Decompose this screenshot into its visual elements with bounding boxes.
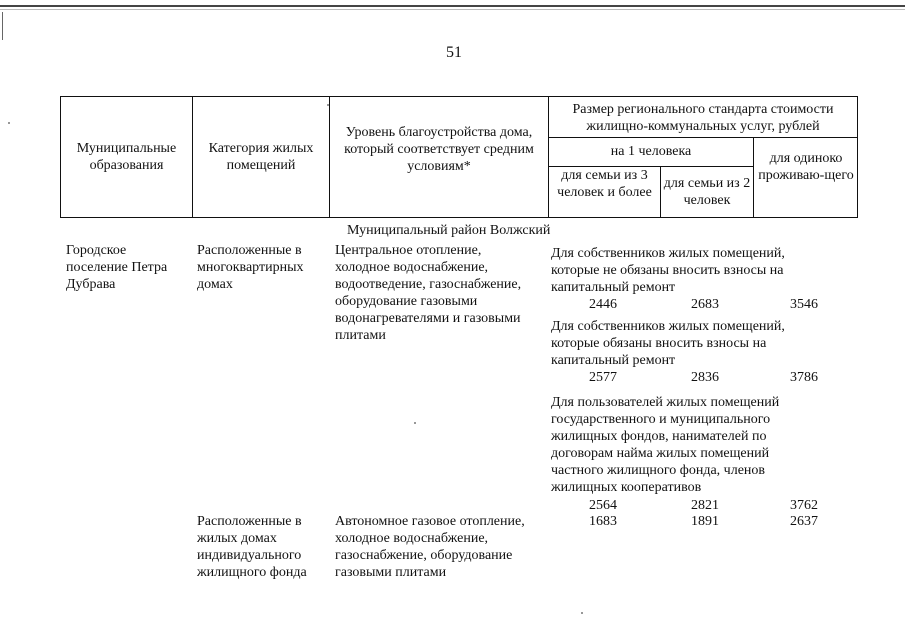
- col-border-left: [60, 96, 61, 218]
- header-top-line: [60, 96, 858, 97]
- header-amenity: Уровень благоустройства дома, который соответствует средним условиям*: [344, 125, 534, 174]
- category-apartment: Расположенные в многоквартирных домах: [197, 243, 304, 292]
- municipality-name: Городское поселение Петра Дубрава: [66, 243, 168, 292]
- amenity-central: Центральное отопление, холодное водоснабжение, водоотведение, газоснабжение, оборудование газовыми водонагревателями и газовыми плитами: [335, 243, 522, 343]
- group3-family3: 2564: [589, 498, 617, 513]
- col-border-1: [192, 96, 193, 218]
- group2-label: Для собственников жилых помещений, которые обязаны вносить взносы на капитальный ремонт: [551, 319, 785, 368]
- group3-label: Для пользователей жилых помещений государственного и муниципального жилищных фондов, нанимателей по договорам найма жилых помещений частного жилищного фонда, членов жилищных кооперативов: [551, 395, 780, 495]
- header-bottom-line: [60, 217, 858, 218]
- section-title: Муниципальный район Волжский: [347, 223, 551, 238]
- row2-family3: 1683: [589, 514, 617, 529]
- scan-speck: [327, 104, 329, 106]
- category-individual: Расположенные в жилых домах индивидуального жилищного фонда: [197, 514, 307, 580]
- page-number: 51: [446, 44, 462, 61]
- group1-single: 3546: [790, 297, 818, 312]
- group2-single: 3786: [790, 370, 818, 385]
- header-single: для одиноко проживаю-щего: [758, 151, 854, 183]
- group3-single: 3762: [790, 498, 818, 513]
- scan-speck: [581, 612, 583, 614]
- group1-label: Для собственников жилых помещений, которые не обязаны вносить взносы на капитальный ремонт: [551, 246, 785, 295]
- col-border-right: [857, 96, 858, 218]
- col-border-3: [548, 96, 549, 218]
- scan-speck: [8, 122, 10, 124]
- row2-single: 2637: [790, 514, 818, 529]
- col-border-families: [660, 166, 661, 218]
- header-family3: для семьи из 3 человек и более: [557, 168, 652, 200]
- subheader-line: [548, 137, 858, 138]
- amenity-autonomous: Автономное газовое отопление, холодное водоснабжение, газоснабжение, оборудование газовыми плитами: [335, 514, 525, 580]
- top-border: [0, 5, 905, 7]
- scan-speck: [414, 422, 416, 424]
- header-municipality: Муниципальные образования: [76, 141, 177, 173]
- scan-mark: [2, 12, 3, 40]
- group2-family2: 2836: [691, 370, 719, 385]
- col-border-2: [329, 96, 330, 218]
- group2-family3: 2577: [589, 370, 617, 385]
- header-per-person: на 1 человека: [610, 144, 692, 159]
- col-border-single: [753, 137, 754, 218]
- row2-family2: 1891: [691, 514, 719, 529]
- group3-family2: 2821: [691, 498, 719, 513]
- header-standard-size: Размер регионального стандарта стоимости жилищно-коммунальных услуг, рублей: [572, 102, 834, 134]
- header-category: Категория жилых помещений: [208, 141, 314, 173]
- header-family2: для семьи из 2 человек: [663, 176, 751, 208]
- group1-family3: 2446: [589, 297, 617, 312]
- group1-family2: 2683: [691, 297, 719, 312]
- top-border-shadow: [0, 9, 905, 10]
